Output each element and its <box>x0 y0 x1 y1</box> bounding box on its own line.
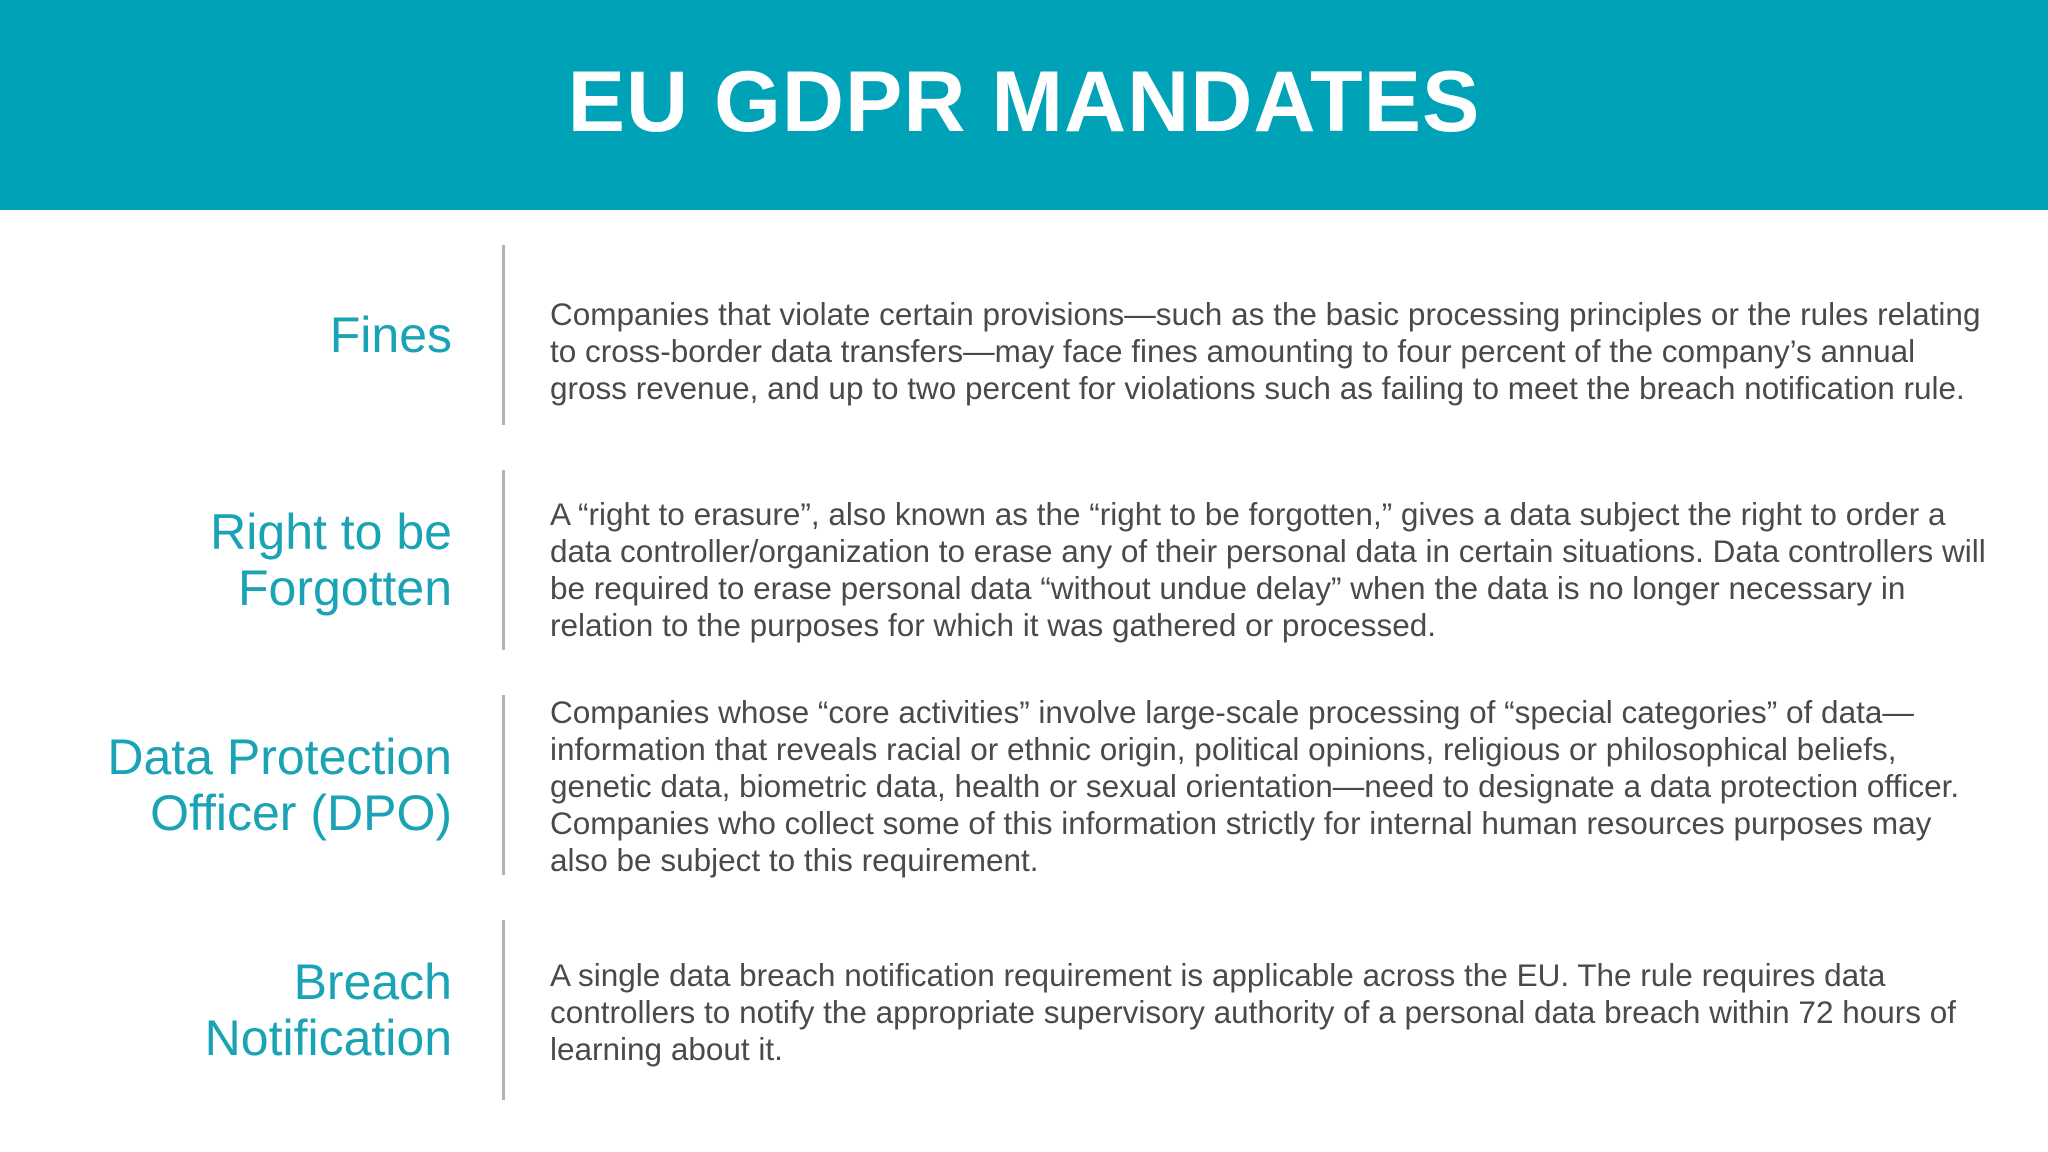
mandate-label-line: Breach <box>293 954 452 1010</box>
mandate-description: Companies that violate certain provisions—such as the basic processing principles or the rules relating to cross-border data transfers—may face fines amounting to four percent of the company’s annual gross revenue, and up to two percent for violations such as failing to meet the breach notification rule. <box>550 296 1981 406</box>
mandate-label <box>12 245 452 425</box>
mandate-label-line: Notification <box>204 1010 452 1066</box>
row-divider <box>502 920 505 1100</box>
row-divider <box>502 470 505 650</box>
slide-title: EU GDPR MANDATES <box>567 53 1481 150</box>
mandate-label-line: Officer (DPO) <box>150 785 452 841</box>
mandate-label-line: Data Protection <box>107 729 452 785</box>
mandate-row-breach-notification <box>0 920 2048 1100</box>
row-divider <box>502 695 505 875</box>
mandates-list <box>0 210 2048 1152</box>
mandate-row-dpo <box>0 694 2048 878</box>
mandate-label-line: Fines <box>329 307 452 363</box>
mandate-row-fines <box>0 245 2048 425</box>
mandate-label <box>12 695 452 875</box>
mandate-label <box>12 470 452 650</box>
mandate-description: A “right to erasure”, also known as the “right to be forgotten,” gives a data subject the right to order a data controller/organization to erase any of their personal data in certain situations. Data controllers will be required to erase personal data “without undue delay” when the data is no longer necessary in relation to the purposes for which it was gathered or processed. <box>550 496 1986 643</box>
mandate-label-line: Right to be <box>210 504 452 560</box>
mandate-description: Companies whose “core activities” involve large-scale processing of “special categories” of data—information that reveals racial or ethnic origin, political opinions, religious or philosophical beliefs, genetic data, biometric data, health or sexual orientation—need to designate a data protection officer. Companies who collect some of this information strictly for internal human resources purposes may also be subject to this requirement. <box>550 694 1960 878</box>
title-banner <box>0 0 2048 210</box>
row-divider <box>502 245 505 425</box>
mandate-label-line: Forgotten <box>237 560 452 616</box>
mandate-label <box>12 920 452 1100</box>
mandate-row-right-to-be-forgotten <box>0 470 2048 650</box>
mandate-description: A single data breach notification requirement is applicable across the EU. The rule requires data controllers to notify the appropriate supervisory authority of a personal data breach within 72 hours of learning about it. <box>550 957 1957 1067</box>
